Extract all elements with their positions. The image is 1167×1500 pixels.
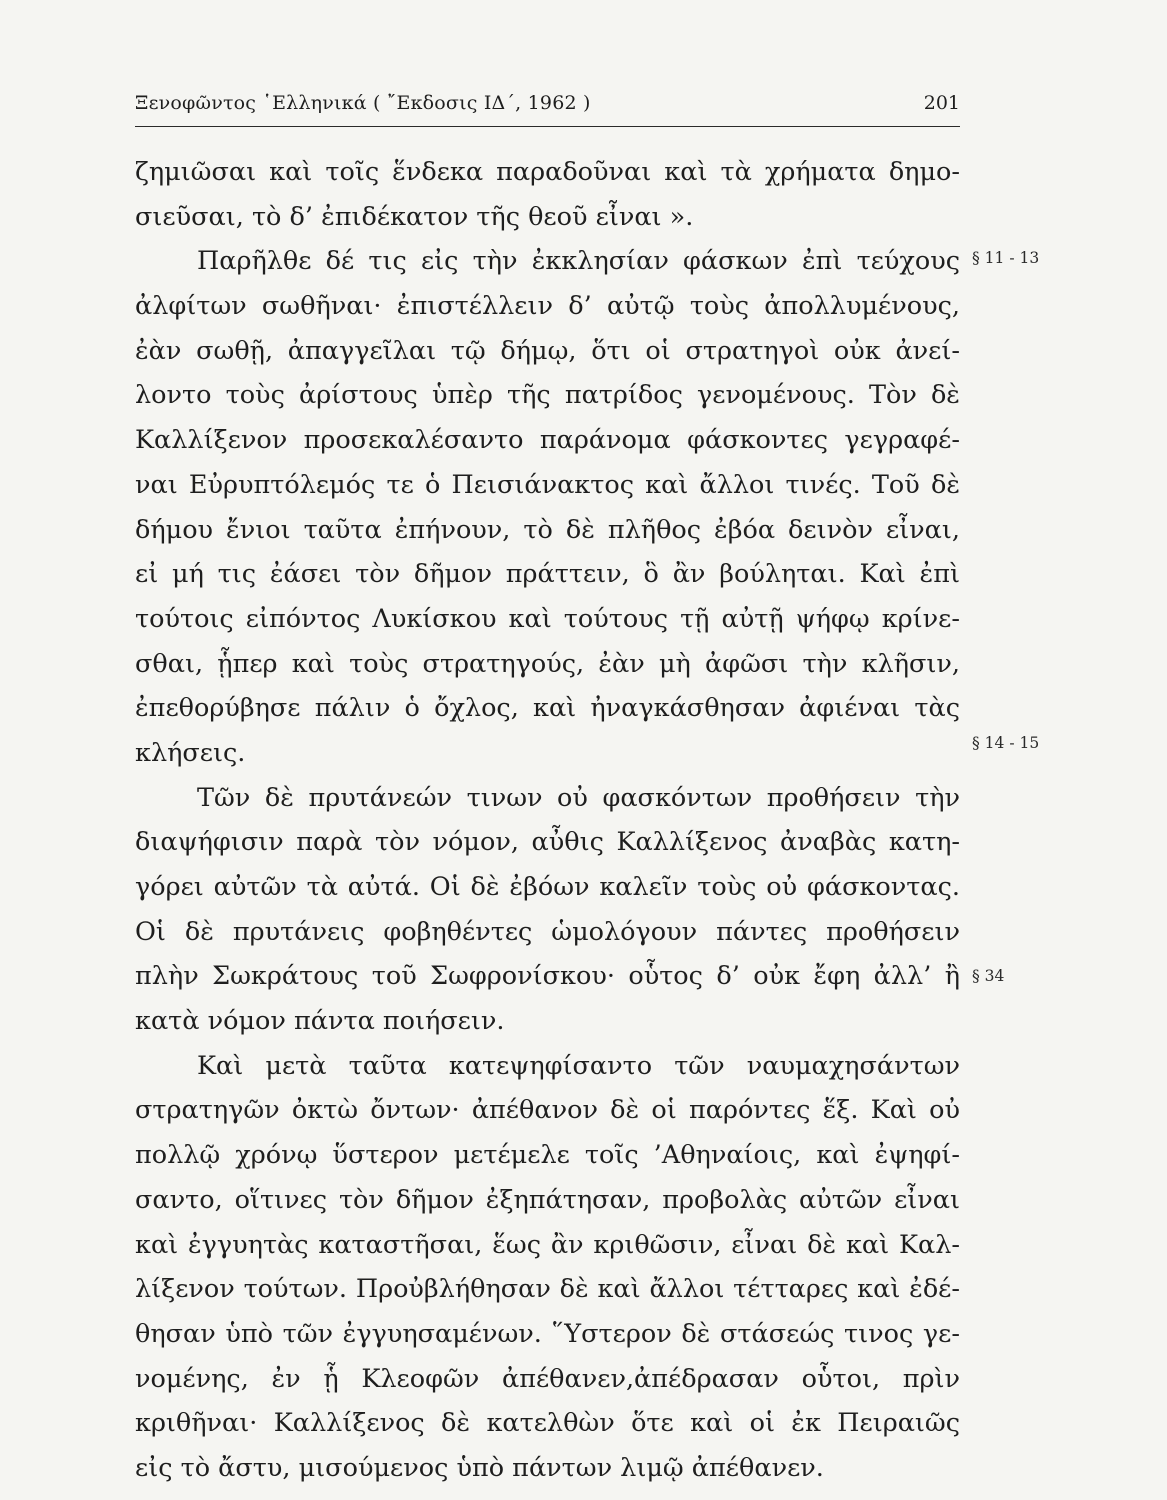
text-line: τούτοις εἰπόντος Λυκίσκου καὶ τούτους τῇ αὐτῇ ψήφῳ κρίνε- (135, 603, 960, 634)
text-line: σιεῦσαι, τὸ δ’ ἐπιδέκατον τῆς θεοῦ εἶναι ». (135, 201, 694, 232)
text-line: Τῶν δὲ πρυτάνεών τινων οὐ φασκόντων προθήσειν τὴν (197, 782, 960, 813)
text-line: θησαν ὑπὸ τῶν ἐγγυησαμένων. ῞Υστερον δὲ στάσεώς τινος γε- (135, 1318, 960, 1349)
text-line: λίξενον τούτων. Προὐβλήθησαν δὲ καὶ ἄλλοι τέτταρες καὶ ἐδέ- (135, 1274, 960, 1305)
running-title: Ξενοφῶντος ῾Ελληνικά ( ῎Εκδοσις ΙΔ΄, 1962 ) (135, 92, 591, 114)
body-text (135, 150, 960, 1491)
text-line: νομένης, ἐν ᾗ Κλεοφῶν ἀπέθανεν,ἀπέδρασαν οὗτοι, πρὶν (135, 1363, 960, 1394)
text-line: ἀλφίτων σωθῆναι· ἐπιστέλλειν δ’ αὐτῷ τοὺς ἀπολλυμένους, (135, 291, 960, 322)
text-line: ναι Εὐρυπτόλεμός τε ὁ Πεισιάνακτος καὶ ἄλλοι τινές. Τοῦ δὲ (135, 469, 960, 500)
margin-section-ref: § 34 (972, 967, 1005, 985)
text-line: πολλῷ χρόνῳ ὕστερον μετέμελε τοῖς ’Αθηναίοις, καὶ ἐψηφί- (135, 1140, 960, 1171)
text-line: εἰς τὸ ἄστυ, μισούμενος ὑπὸ πάντων λιμῷ ἀπέθανεν. (135, 1452, 824, 1483)
text-line: σθαι, ᾗπερ καὶ τοὺς στρατηγούς, ἐὰν μὴ ἀφῶσι τὴν κλῆσιν, (135, 648, 960, 679)
page-header (135, 86, 960, 127)
text-line: Καὶ μετὰ ταῦτα κατεψηφίσαντο τῶν ναυμαχησάντων (197, 1050, 960, 1081)
text-line: λοντο τοὺς ἀρίστους ὑπὲρ τῆς πατρίδος γενομένους. Τὸν δὲ (135, 380, 960, 411)
text-line: γόρει αὐτῶν τὰ αὐτά. Οἱ δὲ ἐβόων καλεῖν τοὺς οὐ φάσκοντας. (135, 872, 960, 902)
text-line: σαντο, οἵτινες τὸν δῆμον ἐξηπάτησαν, προβολὰς αὐτῶν εἶναι (135, 1184, 960, 1215)
text-line: Παρῆλθε δέ τις εἰς τὴν ἐκκλησίαν φάσκων ἐπὶ τεύχους (197, 246, 960, 277)
margin-section-ref: § 14 - 15 (972, 734, 1040, 752)
text-line: ζημιῶσαι καὶ τοῖς ἕνδεκα παραδοῦναι καὶ τὰ χρήματα δημο- (135, 157, 960, 187)
text-line: δήμου ἔνιοι ταῦτα ἐπήνουν, τὸ δὲ πλῆθος ἐβόα δεινὸν εἶναι, (135, 514, 960, 545)
text-line: διαψήφισιν παρὰ τὸν νόμον, αὖθις Καλλίξενος ἀναβὰς κατη- (135, 827, 960, 858)
text-line: εἰ μή τις ἐάσει τὸν δῆμον πράττειν, ὃ ἂν βούληται. Καὶ ἐπὶ (135, 559, 960, 590)
text-line: ἐὰν σωθῇ, ἀπαγγεῖλαι τῷ δήμῳ, ὅτι οἱ στρατηγοὶ οὐκ ἀνεί- (135, 335, 960, 366)
text-line: Οἱ δὲ πρυτάνεις φοβηθέντες ὡμολόγουν πάντες προθήσειν (135, 916, 960, 947)
text-line: κλήσεις. (135, 737, 246, 768)
text-line: στρατηγῶν ὀκτὼ ὄντων· ἀπέθανον δὲ οἱ παρόντες ἕξ. Καὶ οὐ (135, 1095, 960, 1126)
margin-section-ref: § 11 - 13 (972, 249, 1040, 267)
text-line: πλὴν Σωκράτους τοῦ Σωφρονίσκου· οὗτος δ’ οὐκ ἔφη ἀλλ’ ἢ (135, 961, 960, 992)
text-line: Καλλίξενον προσεκαλέσαντο παράνομα φάσκοντες γεγραφέ- (135, 425, 960, 456)
page-number: 201 (923, 92, 960, 114)
text-line: κατὰ νόμον πάντα ποιήσειν. (135, 1006, 505, 1037)
text-line: κριθῆναι· Καλλίξενος δὲ κατελθὼν ὅτε καὶ οἱ ἐκ Πειραιῶς (135, 1408, 960, 1439)
text-line: ἐπεθορύβησε πάλιν ὁ ὄχλος, καὶ ἠναγκάσθησαν ἀφιέναι τὰς (135, 693, 960, 724)
text-line: καὶ ἐγγυητὰς καταστῆσαι, ἕως ἂν κριθῶσιν, εἶναι δὲ καὶ Καλ- (135, 1229, 960, 1260)
